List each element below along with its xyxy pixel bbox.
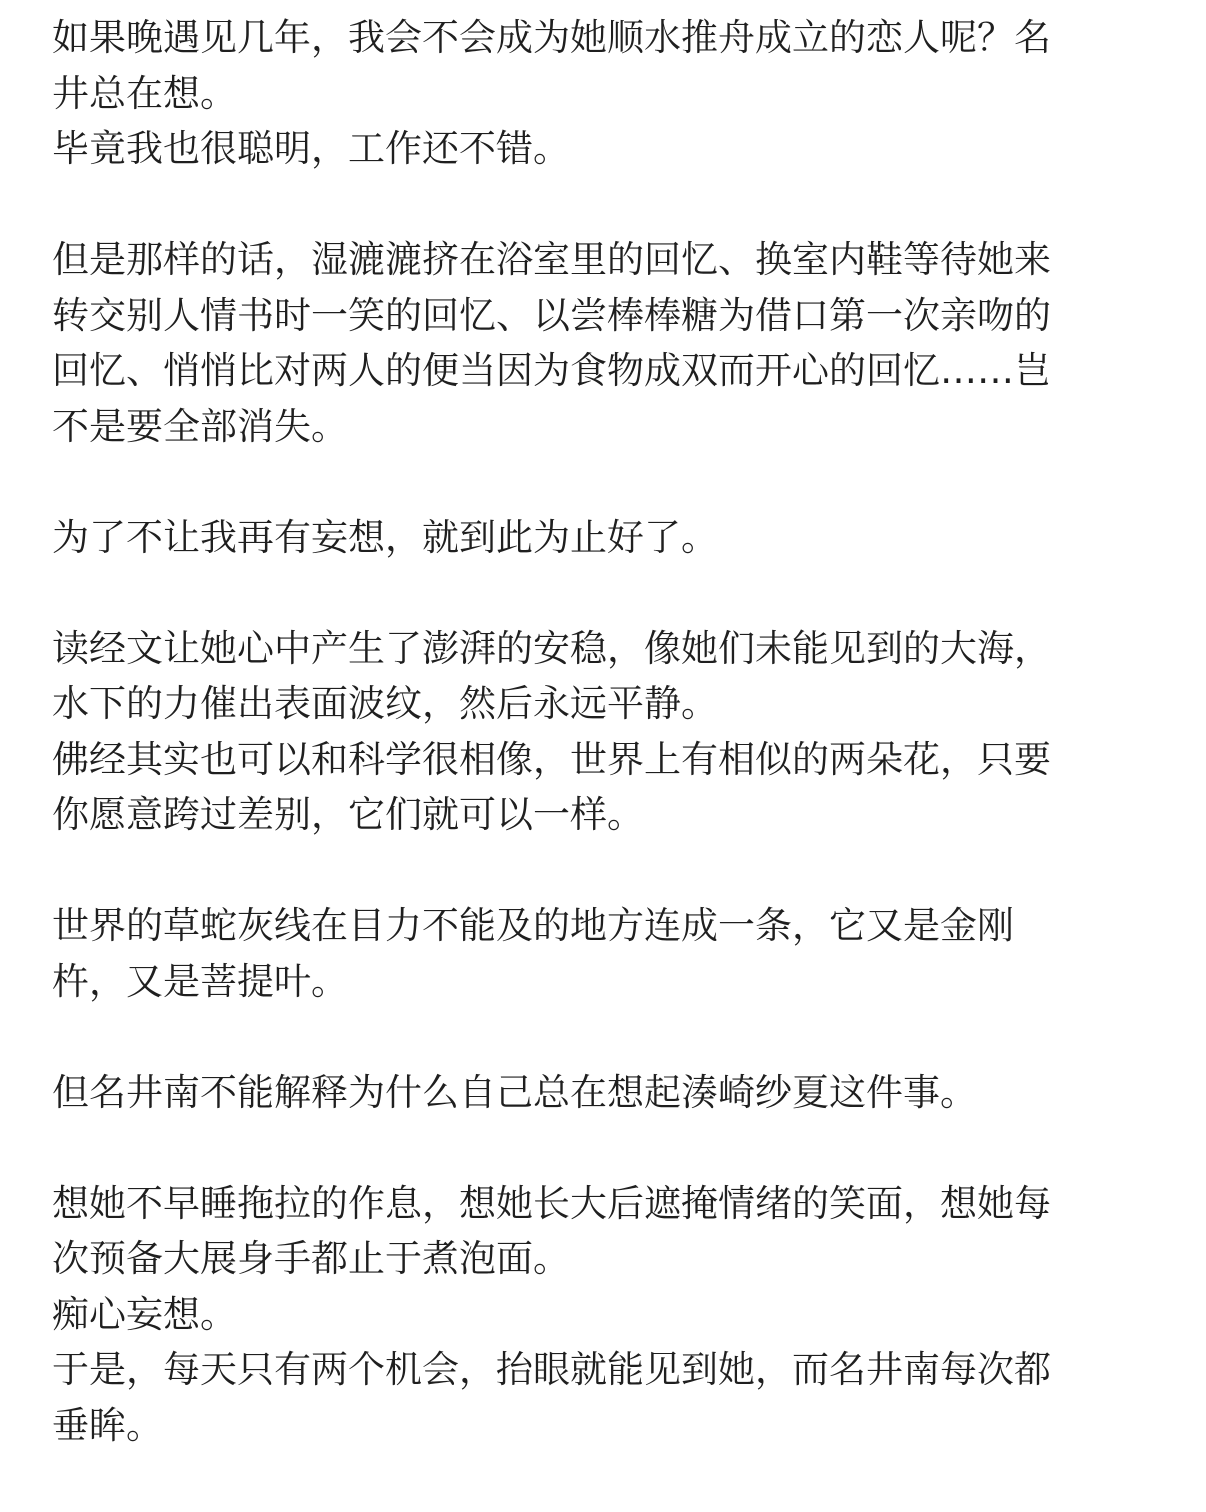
paragraph	[52, 1065, 1142, 1121]
text-line: 为了不让我再有妄想，就到此为止好了。	[52, 515, 718, 559]
text-line: 痴心妄想。	[52, 1292, 237, 1336]
text-line: 次预备大展身手都止于煮泡面。	[52, 1237, 570, 1280]
text-line: 但是那样的话，湿漉漉挤在浴室里的回忆、换室内鞋等待她来	[52, 238, 1051, 281]
text-line: 于是，每天只有两个机会，抬眼就能见到她，而名井南每次都	[52, 1348, 1051, 1391]
text-line: 井总在想。	[52, 71, 237, 115]
text-line: 你愿意跨过差别，它们就可以一样。	[52, 793, 644, 836]
text-line: 如果晚遇见几年，我会不会成为她顺水推舟成立的恋人呢？名	[52, 16, 1051, 59]
paragraph	[52, 1176, 1142, 1454]
text-line: 不是要全部消失。	[52, 404, 348, 448]
text-line: 世界的草蛇灰线在目力不能及的地方连成一条，它又是金刚	[52, 904, 1014, 947]
text-line: 垂眸。	[52, 1403, 163, 1447]
text-line: 佛经其实也可以和科学很相像，世界上有相似的两朵花，只要	[52, 737, 1051, 781]
text-line: 水下的力催出表面波纹，然后永远平静。	[52, 682, 718, 725]
text-line: 转交别人情书时一笑的回忆、以尝棒棒糖为借口第一次亲吻的	[52, 293, 1051, 337]
paragraph	[52, 510, 1142, 566]
text-line: 杵，又是菩提叶。	[52, 959, 348, 1003]
text-line: 想她不早睡拖拉的作息，想她长大后遮掩情绪的笑面，想她每	[52, 1181, 1051, 1225]
text-line: 但名井南不能解释为什么自己总在想起湊崎纱夏这件事。	[52, 1070, 977, 1114]
text-line: 回忆、悄悄比对两人的便当因为食物成双而开心的回忆……岂	[52, 349, 1051, 392]
text-line: 毕竟我也很聪明，工作还不错。	[52, 127, 570, 170]
paragraph	[52, 232, 1142, 454]
paragraph	[52, 10, 1142, 177]
text-line: 读经文让她心中产生了澎湃的安稳，像她们未能见到的大海，	[52, 626, 1051, 670]
article-body	[52, 10, 1142, 1453]
paragraph	[52, 898, 1142, 1009]
paragraph	[52, 621, 1142, 843]
